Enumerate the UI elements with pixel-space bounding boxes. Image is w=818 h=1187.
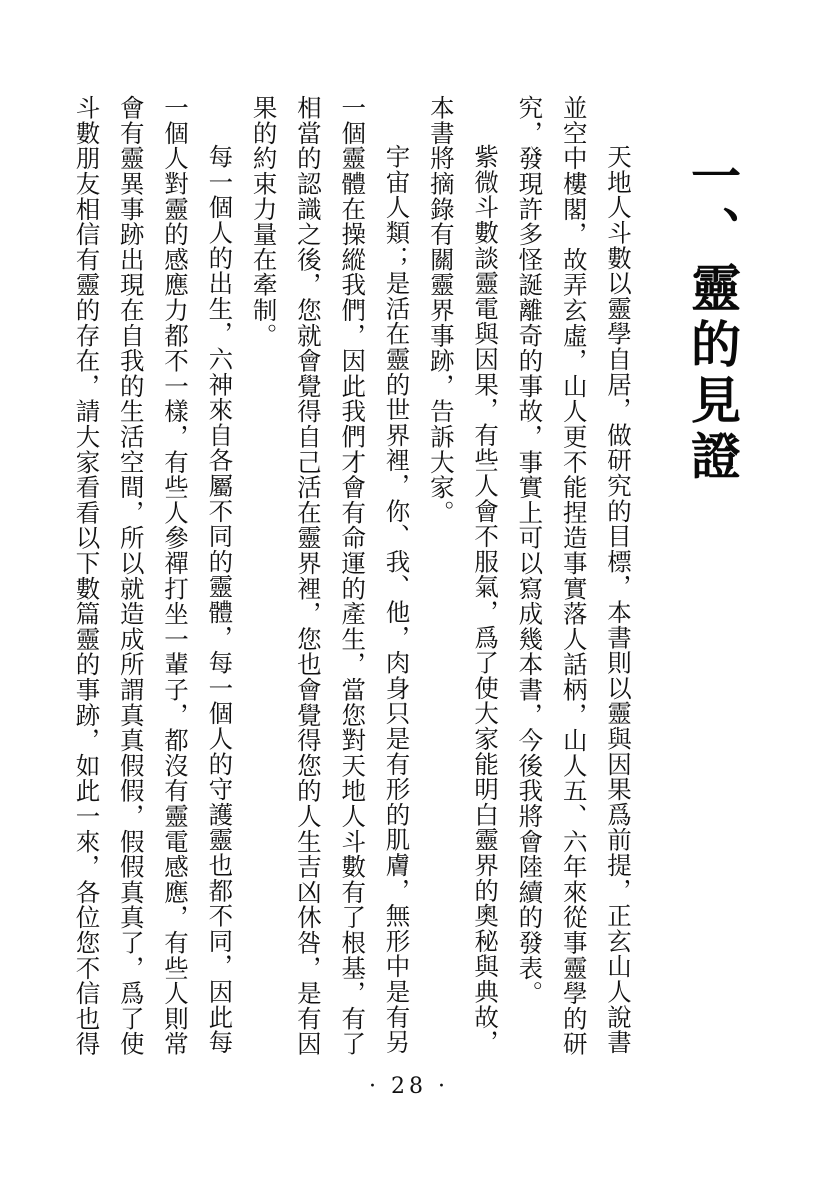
chapter-title: 一、靈的見證 bbox=[683, 150, 741, 486]
body-text bbox=[64, 95, 640, 1057]
text-line: 會有靈異事跡出現在自我的生活空間，所以就造成所謂真真假假，假假真真了，爲了使 bbox=[116, 95, 146, 1057]
text-line: 斗數朋友相信有靈的存在，請大家看看以下數篇靈的事跡，如此一來，各位您不信也得 bbox=[72, 95, 102, 1057]
text-line: 果的約束力量在牽制。 bbox=[249, 95, 279, 348]
text-line: 每一個人的出生，六神來自各屬不同的靈體，每一個人的守護靈也都不同，因此每 bbox=[205, 144, 235, 1055]
text-line: 相當的認識之後，您就會覺得自己活在靈界裡，您也會覺得您的人生吉凶休咎，是有因 bbox=[293, 95, 323, 1057]
text-line: 天地人斗數以靈學自居，做研究的目標，本書則以靈與因果爲前提，正玄山人說書 bbox=[604, 144, 633, 1055]
text-line: 宇宙人類；是活在靈的世界裡，你、我、他，肉身只是有形的肌膚，無形中是有另 bbox=[382, 144, 412, 1055]
text-line: 本書將摘錄有關靈界事跡，告訴大家。 bbox=[426, 95, 456, 526]
page-number: · 28 · bbox=[369, 1074, 449, 1099]
text-line: 並空中樓閣，故弄玄虛，山人更不能捏造事實落人話柄，山人五、六年來從事靈學的研 bbox=[559, 95, 589, 1057]
text-line: 紫微斗數談靈電與因果，有些人會不服氣，爲了使大家能明白靈界的奧秘與典故， bbox=[471, 144, 501, 1055]
text-line: 一個人對靈的感應力都不一樣，有些人參禪打坐一輩子，都沒有靈電感應，有些人則常 bbox=[161, 95, 191, 1057]
text-line: 究，發現許多怪誕離奇的事故，事實上可以寫成幾本書，今後我將會陸續的發表。 bbox=[515, 95, 545, 1006]
text-line: 一個靈體在操縱我們，因此我們才會有命運的產生，當您對天地人斗數有了根基，有了 bbox=[338, 95, 368, 1057]
